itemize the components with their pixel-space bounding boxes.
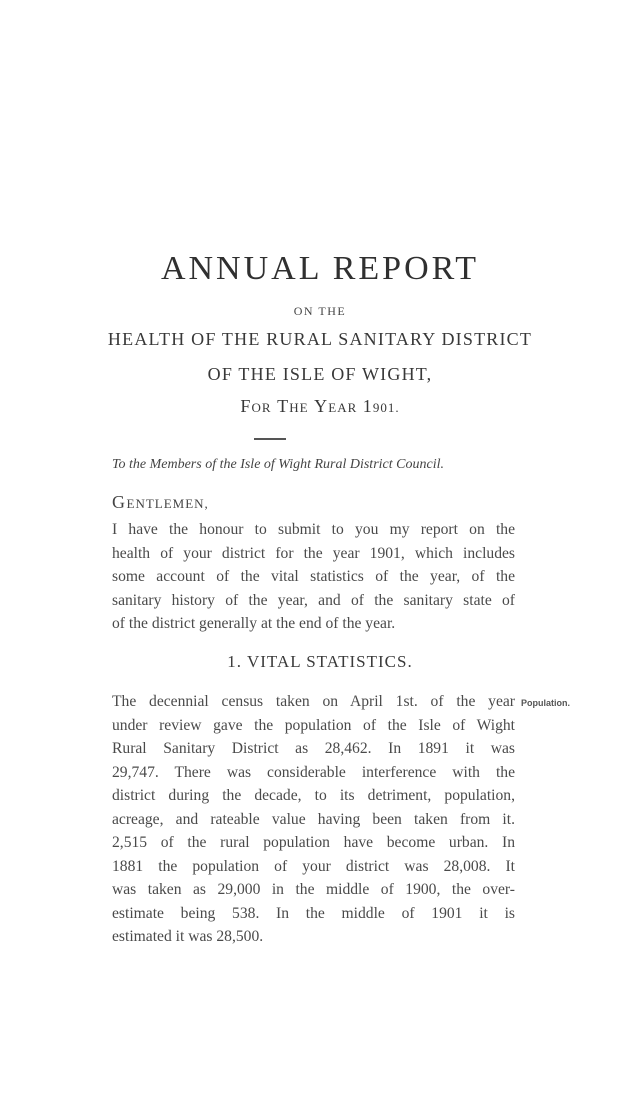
body-line: 29,747. There was considerable interference with the — [112, 763, 515, 781]
section-heading: 1. VITAL STATISTICS. — [227, 652, 413, 671]
intro-line: some account of the vital statistics of the year, of the — [112, 568, 515, 585]
body-line: under review gave the population of the Isle of Wight — [112, 716, 515, 734]
address-line: To the Members of the Isle of Wight Rural District Council. — [112, 457, 444, 472]
intro-line: of the district generally at the end of the year. — [112, 615, 396, 632]
body-line: acreage, and rateable value having been taken from it. — [112, 810, 515, 828]
body-line: Rural Sanitary District as 28,462. In 1891 it was — [112, 740, 515, 757]
body-line: was taken as 29,000 in the middle of 1900, the over- — [112, 881, 515, 898]
body-line: estimate being 538. In the middle of 1901 it is — [112, 904, 515, 922]
body-line: 1881 the population of your district was 28,008. It — [112, 857, 515, 875]
body-line: district during the decade, to its detriment, population, — [112, 787, 515, 804]
title-line-health: HEALTH OF THE RURAL SANITARY DISTRICT — [107, 329, 533, 349]
intro-line: I have the honour to submit to you my report on the — [112, 521, 515, 538]
population-paragraph — [112, 690, 515, 949]
title-line-isle: OF THE ISLE OF WIGHT, — [207, 364, 433, 384]
intro-line: sanitary history of the year, and of the sanitary state of — [112, 591, 515, 609]
intro-line: health of your district for the year 1901, which includes — [112, 544, 515, 562]
body-line: 2,515 of the rural population have become urban. In — [112, 834, 515, 851]
title-line-year: FOR THE YEAR 1901. — [240, 396, 400, 416]
body-line: estimated it was 28,500. — [112, 928, 264, 945]
title-divider — [254, 438, 286, 440]
margin-note: Population. — [521, 698, 570, 708]
salutation: GENTLEMEN, — [112, 492, 209, 512]
intro-paragraph — [112, 518, 515, 636]
title-on-the: ON THE — [293, 304, 347, 318]
body-line: The decennial census taken on April 1st. of the year — [112, 693, 515, 710]
report-title: ANNUAL REPORT — [160, 250, 480, 287]
